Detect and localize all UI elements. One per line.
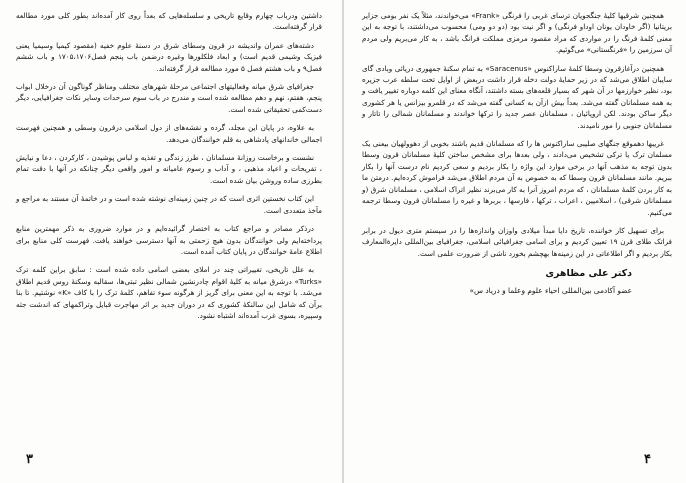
right-page (362, 10, 672, 296)
page-gutter (342, 0, 344, 483)
right-paragraph-2: همچنین درآغازقرون وسطا کلمهٔ ساراکنوس «Saracenus» به تمام سکنهٔ جمهوری دریائی وبادی گای سایبان اطلاق می‌شد که در زیر حمایهٔ دولت دخله قرار داشت دربعض از اوایل تحت سلطه عرب جزیره بود، نظیر خوارزمها در آن شهر که بسیار قلعه‌های بسته داشتند، آنگاه معنای این کلمه دوباره تغییر یافت و به همه مسلمانان گفته می‌شد. بعداً بیش ازآن به کسانی گفته می‌شد که در قلمرو بیزانس یا هر کشوری دیگر ساکن بودند. لکن اروپائیان ، مسلمانان عصر جدید را ترکها خواندند و مسلمانان شمالی را تاتار و مسلمانان جنوبی را مور نامیدند. (362, 63, 672, 130)
left-paragraph-5: نشست و برخاست روزانهٔ مسلمانان ، طرز زندگی و تغذیه و لباس پوشیدن ، کارکردن ، دعا و نیایش ، تفریحات و اعیاد مذهبی ، و آداب و رسوم عامیانه و امور واقعی دیگر چنانکه در آنها با دقت تمام بطرزی ساده وروشن بیان شده است. (16, 153, 322, 185)
left-page-number: ۳ (26, 452, 33, 467)
left-paragraph-8: به علل تاریخی، تغییراتی چند در املای بعضی اسامی داده شده است : سابق براین کلمه ترک «Turks» درشرق میانه به کلیهٔ اقوام چادرنشین شمالی نظیر تبتی‌ها، سقالبه وسکنهٔ روس قدیم اطلاق می‌شد. با توجه به این معنی برای گریز از هرگونه سوء تفاهم، کلمهٔ ترک را با کاف «K» نوشتیم. تا بنا برآن که شامل این سالنکهٔ کشوری که در دوران جدید بر اثر مهاجرت قبایل وتراکمهای که اندشت جثه وسپیره، بسوی غرب آمده‌اند اشتباه نشود. (16, 265, 322, 320)
left-paragraph-4: به علاوه، در پایان این مجلد، گرده و نقشه‌های از دول اسلامی درقرون وسطی و همچنین فهرست اجمالی خاندانهای پادشاهی به قلم خوانندگان می‌دهد. (16, 123, 322, 144)
author-name: دکتر علی مظاهری (545, 268, 632, 280)
author-role: عضو آکادمی بین‌المللی احیاء علوم وعلما و دریاد س» (469, 286, 632, 296)
author-signature (362, 267, 672, 296)
left-page (16, 10, 322, 328)
left-paragraph-3: جغرافیای شرق میانه وفعالیتهای اجتماعی مرحلهٔ شهرهای مختلف ومناظر گوناگون آن درخلال ابواب پنجم، هفتم، نهم و دهم مطالعه شده است و مندرج در باب سوم سرحدات وسایر نکات جغرافیایی، دیگر دست‌کمی تحقیقاتی شده است. (16, 82, 322, 114)
right-paragraph-4: برای تسهیل کار خواننده، تاریخ دایا مبدأ میلادی واوزان واندازه‌ها را در سیستم متری دیول در برابر فراتک طلای قرن ۱۹ تعیین کردیم و برای اسامی جغرافیائی اسلامی، جغرافیای بین‌المللی دایرةالمعارف بکار بردیم و اگر اطلاعاتی در این زمینه‌ها بهچشم بخورد ناشی از ضرورت علمی است. (362, 225, 672, 258)
left-paragraph-1: داشتین ودرباب چهارم وقایع تاریخی و سلسله‌هایی که بعداً روی کار آمده‌اند بطور کلی مورد مطالعه قرار گرفته‌است. (16, 11, 322, 32)
right-paragraph-3: غریبها دهموقع جنگهای صلیبی ساراکنوس ها را که مسلمانان قدیم باشند بخوبی از دهوولهیان بیعنی یک مسلمان ترک یا ترکی تشخیص می‌دادند ، ولی بعدها برای مشخص ساختن کلیهٔ مسلمانان قرون وسطا بدون توجه به مذهب آنها در برخی موارد این واژه را بکار بردیم و سعی کردیم نام درست آنها را بکار ببریم. مانند مسلمانان قرون وسطا که به خصوص به آن مردم اطلاق می‌شد فراموش کرده‌ایم. درمتن ما به کار بردن کلمهٔ مسلمانان ، که مردم امروز آنرا به کار می‌برند نظیر اتراک اسلامی ، مسلمانان شرق (و مسلمانان شرقی) ، اسلامیین ، اعراب ، ترکها ، فارسها ، بربرها و غیره را مسلمانان قرون وسطا ترجمه می‌کنیم. (362, 139, 672, 217)
left-paragraph-2: دشته‌های عمران واندیشه در قرون وسطای شرق در دسنهٔ علوم خفیه (مقصود کیمیا وسیمیا یعنی فیزیک وشیمی قدیم است) و ابعاد فلکلورها وغیره درضمن باب پنجم فصل۱۷۰۵،۱۷۰۶ و باب ششم فصل۹ و باب هشتم فصل ۵ مورد مطالعه قرار گرفته‌اند. (16, 40, 322, 73)
right-page-number: ۴ (644, 452, 651, 467)
left-paragraph-7: درذکر مصادر و مراجع کتاب به اختصار گرائیده‌ایم و در موارد ضروری به ذکر مهمترین منابع پرداخته‌ایم ولی خوانندگان بدون هیچ زحمتی به آنها دسترسی خواهند یافت. فهرست کلی منابع برای اطلاع عامهٔ خوانندگان در پایان کتاب آمده است. (16, 224, 322, 256)
right-paragraph-1: همچنین شرقیها کلیهٔ جنگجویان ترسای غربی را فرنگی «Frank» می‌خواندند، مثلاً یک نفر بومی جزایر بریتانیا (اگر خاودان یونان اوداو فرنگی) و اگر نیت بود (دو دو ومی) محسوب می‌داشتند، با توجه به این معنی کلمهٔ فرنگ را در مواردی که مراد مقصود مرمزی مملکت فرانگ باشد ، به کار می‌بریم ولی مردم آن سرزمین را «فرنگستانی» می‌گوئیم. (362, 11, 672, 55)
left-paragraph-6: این کتاب نخستین اثری است که در چنین زمینه‌ای نوشته شده است و در خاتمهٔ آن مستند به مراجع و مآخذ متعددی است. (16, 194, 322, 215)
